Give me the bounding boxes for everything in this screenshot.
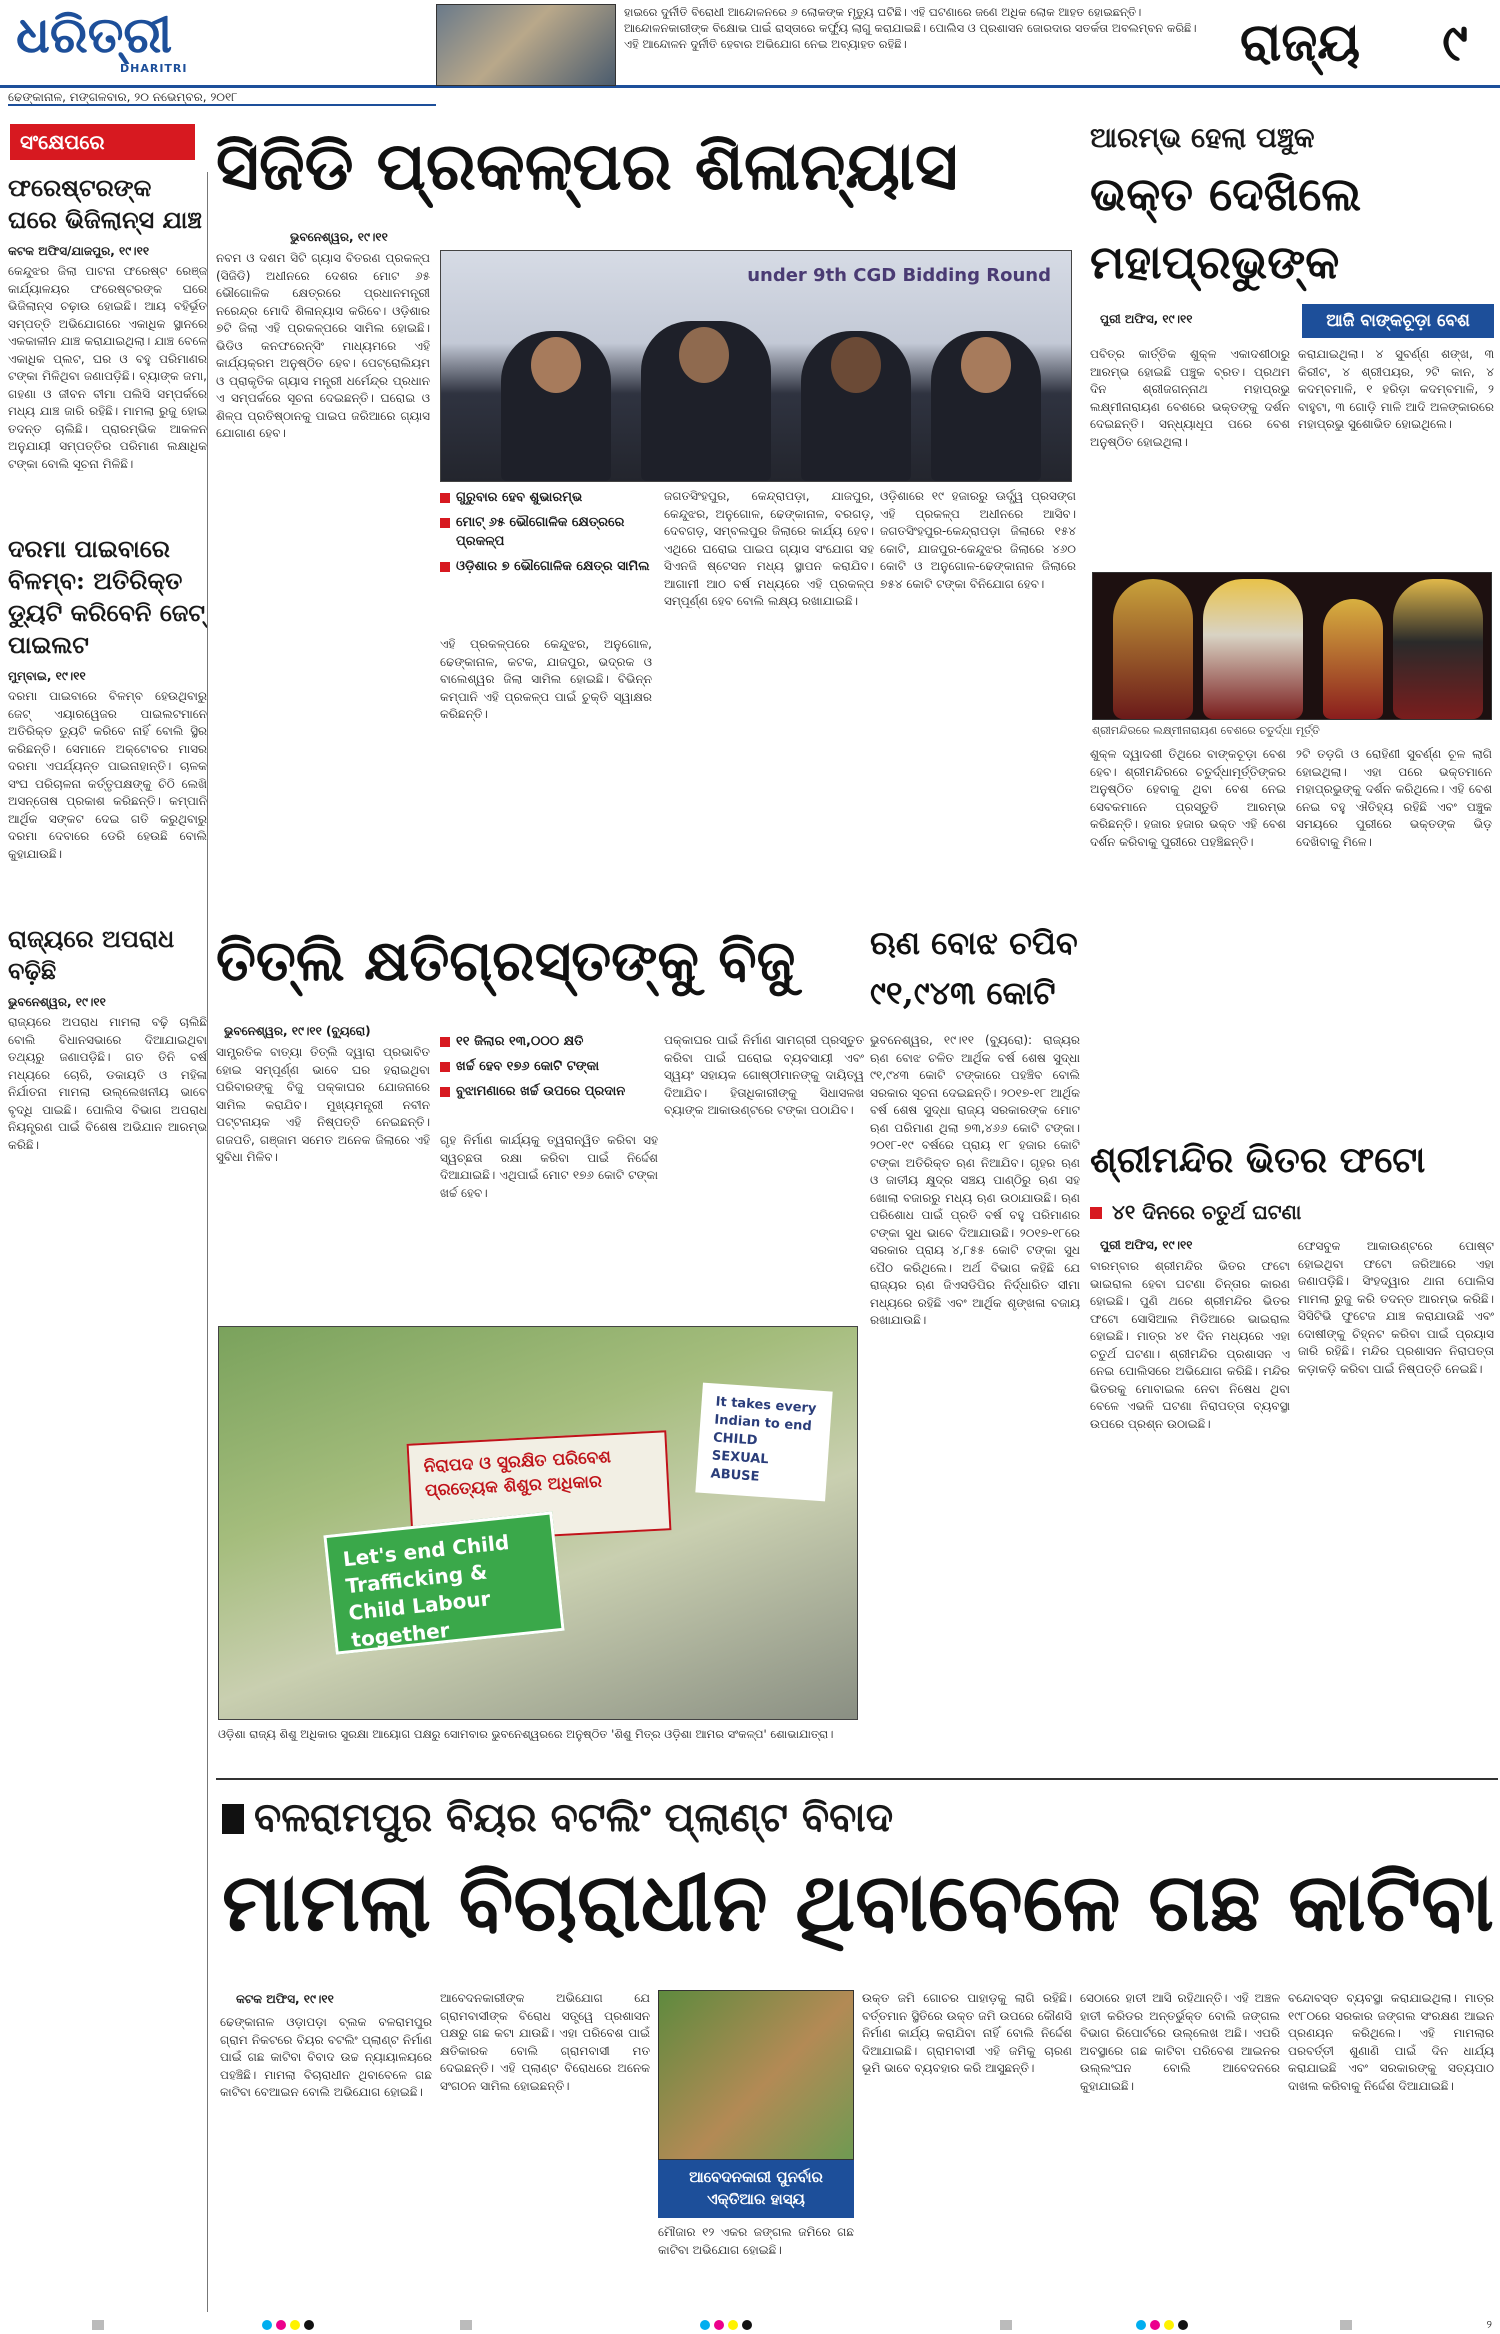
loan-headline[interactable]: ଋଣ ବୋଝ ଚପିବ ୯୧,୯୪୩ କୋଟି xyxy=(870,924,1078,1012)
balarampur-body-col-4: ଉକ୍ତ ଜମି ଗୋଚର ପାହାଡ଼କୁ ଲାଗି ରହିଛି। ବର୍ତ୍ତମାନ ସ୍ଥିତିରେ ଉକ୍ତ ଜମି ଉପରେ କୌଣସି ନିର୍ମାଣ କାର୍ଯ୍ୟ କରାଯିବା ନାହିଁ ବୋଲି ନିର୍ଦ୍ଦେଶ ଦିଆଯାଇଛି। ଗ୍ରାମବାସୀ ଏହି ଜମିକୁ ଚାରଣ ଭୂମି ଭାବେ ବ୍ୟବହାର କରି ଆସୁଛନ୍ତି। xyxy=(862,1991,1072,2075)
balarampur-dateline: କଟକ ଅଫିସ, ୧୯।୧୧ xyxy=(236,1992,334,2006)
lakshmi-body-col-1: ପବିତ୍ର କାର୍ତ୍ତିକ ଶୁକ୍ଳ ଏକାଦଶୀଠାରୁ ଆରମ୍ଭ ହୋଇଛି ପଞ୍ଚୁକ ବ୍ରତ। ପ୍ରଥମ ଦିନ ଶ୍ରୀଜଗନ୍ନାଥ ମହାପ୍ରଭୁ ଲକ୍ଷ୍ମୀନାରାୟଣ ବେଶରେ ଭକ୍ତଙ୍କୁ ଦର୍ଶନ ଦେଇଛନ୍ତି। ସନ୍ଧ୍ୟାଧୂପ ପରେ ବେଶ ଅନୁଷ୍ଠିତ ହୋଇଥିଲା। xyxy=(1090,347,1290,449)
brief-dateline: ଭୁବନେଶ୍ୱର, ୧୯।୧୧ xyxy=(8,995,106,1009)
yellow-dot xyxy=(1164,2320,1174,2330)
titli-dateline: ଭୁବନେଶ୍ୱର, ୧୯।୧୧ (ବ୍ୟୁରୋ) xyxy=(224,1024,371,1038)
modi-body-col-2: ଏହି ପ୍ରକଳ୍ପରେ କେନ୍ଦୁଝର, ଅନୁଗୋଳ, ଢେଙ୍କାନାଳ, କଟକ, ଯାଜପୁର, ଭଦ୍ରକ ଓ ବାଲେଶ୍ୱର ଜିଲା ସାମିଲ ହୋଇଛି। ବିଭିନ୍ନ କମ୍ପାନି ଏହି ପ୍ରକଳ୍ପ ପାଇଁ ଚୁକ୍ତି ସ୍ୱାକ୍ଷର କରିଛନ୍ତି। xyxy=(440,637,652,721)
brief-dateline: କଟକ ଅଫିସ/ଯାଜପୁର, ୧୯।୧୧ xyxy=(8,244,150,258)
highlight-item: ବୁଝାମଣାରେ ଖର୍ଚ୍ଚ ଉପରେ ପ୍ରଦାନ xyxy=(440,1082,658,1101)
highlight-item: ଓଡ଼ିଶାର ୭ ଭୌଗୋଳିକ କ୍ଷେତ୍ର ସାମିଲ xyxy=(440,557,652,576)
yellow-dot xyxy=(728,2320,738,2330)
brief-article[interactable] xyxy=(8,172,207,473)
loan-body: ଭୁବନେଶ୍ୱର, ୧୯।୧୧ (ବ୍ୟୁରୋ): ରାଜ୍ୟର ଋଣ ବୋଝ ଚଳିତ ଆର୍ଥିକ ବର୍ଷ ଶେଷ ସୁଦ୍ଧା ୯୧,୯୪୩ କୋଟି ଟଙ୍କାରେ ପହଞ୍ଚିବ ବୋଲି ସରକାର ସୂଚନା ଦେଇଛନ୍ତି। ୨୦୧୭-୧୮ ଆର୍ଥିକ ବର୍ଷ ଶେଷ ସୁଦ୍ଧା ରାଜ୍ୟ ସରକାରଙ୍କ ମୋଟ ଋଣ ପରିମାଣ ଥିଲା ୭୩,୪୬୬ କୋଟି ଟଙ୍କା। ୨୦୧୮-୧୯ ବର୍ଷରେ ପ୍ରାୟ ୧୮ ହଜାର କୋଟି ଟଙ୍କା ଅତିରିକ୍ତ ଋଣ ନିଆଯିବ। ଗୃହର ଋଣ ଓ ଜାତୀୟ କ୍ଷୁଦ୍ର ସଞ୍ଚୟ ପାଣ୍ଠିରୁ ଋଣ ସହ ଖୋଲା ବଜାରରୁ ମଧ୍ୟ ଋଣ ଉଠାଯାଉଛି। ଋଣ ପରିଶୋଧ ପାଇଁ ପ୍ରତି ବର୍ଷ ବହୁ ପରିମାଣର ଟଙ୍କା ସୁଧ ଭାବେ ଦିଆଯାଉଛି। ୨୦୧୭-୧୮ରେ ସରକାର ପ୍ରାୟ ୪,୮୫୫ କୋଟି ଟଙ୍କା ସୁଧ ପୈଠ କରିଥିଲେ। ଅର୍ଥ ବିଭାଗ କହିଛି ଯେ ରାଜ୍ୟର ଋଣ ଜିଏସଡିପିର ନିର୍ଦ୍ଧାରିତ ସୀମା ମଧ୍ୟରେ ରହିଛି ଏବଂ ଆର୍ଥିକ ଶୃଙ୍ଖଳା ବଜାୟ ରଖାଯାଉଛି। xyxy=(870,1033,1080,1327)
cyan-dot xyxy=(1136,2320,1146,2330)
rally-photo xyxy=(218,1326,858,1720)
briefs-tag: ସଂକ୍ଷେପରେ xyxy=(10,124,195,160)
cyan-dot xyxy=(262,2320,272,2330)
person-figure xyxy=(801,331,911,481)
balarampur-body-col-3: ମୌଜାର ୧୨ ଏକର ଜଙ୍ଗଲ ଜମିରେ ଗଛ କାଟିବା ଅଭିଯୋଗ ହୋଇଛି। xyxy=(658,2225,854,2257)
printer-marks xyxy=(0,2318,1500,2334)
modi-press-photo xyxy=(440,250,1072,482)
titli-body-col-2: ଗୃହ ନିର୍ମାଣ କାର୍ଯ୍ୟକୁ ତ୍ୱରାନ୍ୱିତ କରିବା ସହ ସ୍ୱଚ୍ଛତା ରକ୍ଷା କରିବା ପାଇଁ ନିର୍ଦ୍ଦେଶ ଦିଆଯାଇଛି। ଏଥିପାଇଁ ମୋଟ ୧୭୬ କୋଟି ଟଙ୍କା ଖର୍ଚ୍ଚ ହେବ। xyxy=(440,1133,658,1200)
lakshmi-dateline: ପୁରୀ ଅଫିସ, ୧୯।୧୧ xyxy=(1100,312,1193,326)
newspaper-logo-latin: DHARITRI xyxy=(120,62,188,75)
lakshmi-body-col-4: ୨ଟି ତଡ଼ଗି ଓ ରୋହିଣୀ ସୁବର୍ଣ୍ଣ ଚୂଳ ଲାଗି ହୋଇଥିଲା। ଏହା ପରେ ଭକ୍ତମାନେ ମହାପ୍ରଭୁଙ୍କୁ ଦର୍ଶନ କରିଥିଲେ। ଏହି ବେଶ ନେଇ ବହୁ ଐତିହ୍ୟ ରହିଛି ଏବଂ ପଞ୍ଚୁକ ସମୟରେ ପୁରୀରେ ଭକ୍ତଙ୍କ ଭିଡ଼ ଦେଖିବାକୁ ମିଳେ। xyxy=(1296,747,1492,849)
lakshmi-headline[interactable]: ଭକ୍ତ ଦେଖିଲେ ମହାପ୍ରଭୁଙ୍କ xyxy=(1090,167,1362,289)
person-figure xyxy=(641,321,771,481)
lakshmi-body-col-2: କରାଯାଇଥିଲା। ୪ ସୁବର୍ଣ୍ଣ ଶଙ୍ଖ, ୩ କିରୀଟ, ୪ ଶ୍ରୀପୟର, ୨ଟି କାନ, ୪ କଦମ୍ବମାଳି, ୧ ହରିଡ଼ା କଦମ୍ବମାଳି, ୨ ବାହୁଟା, ୩ ଗୋଡ଼ି ମାଳି ଆଦି ଅଳଙ୍କାରରେ ମହାପ୍ରଭୁ ସୁଶୋଭିତ ହୋଇଥିଲେ। xyxy=(1298,347,1494,431)
newspaper-logo[interactable]: ଧରିତ୍ରୀ xyxy=(16,6,173,64)
rally-sign: It takes every Indian to end CHILD SEXUAL ABUSE xyxy=(695,1383,832,1502)
cyan-dot xyxy=(700,2320,710,2330)
brief-headline: ଦରମା ପାଇବାରେ ବିଳମ୍ବ: ଅତିରିକ୍ତ ଡ୍ୟୁଟି କରିବେନି ଜେଟ୍ ପାଇଲଟ xyxy=(8,534,206,659)
deity-figure xyxy=(1323,599,1383,719)
deity-figure xyxy=(1203,579,1303,719)
balarampur-body-col-2: ଆବେଦନକାରୀଙ୍କ ଅଭିଯୋଗ ଯେ ଗ୍ରାମବାସୀଙ୍କ ବିରୋଧ ସତ୍ତ୍ୱେ ପ୍ରଶାସନ ପକ୍ଷରୁ ଗଛ କଟା ଯାଉଛି। ଏହା ପରିବେଶ ପାଇଁ କ୍ଷତିକାରକ ବୋଲି ଗ୍ରାମବାସୀ ମତ ଦେଇଛନ୍ତି। ଏହି ପ୍ଲାଣ୍ଟ ବିରୋଧରେ ଅନେକ ସଂଗଠନ ସାମିଲ ହୋଇଛନ୍ତି। xyxy=(440,1991,650,2093)
briefs-column xyxy=(8,172,208,2312)
page-number: ୯ xyxy=(1442,12,1468,73)
modi-body-col-1: ନବମ ଓ ଦଶମ ସିଟି ଗ୍ୟାସ ବିତରଣ ପ୍ରକଳ୍ପ (ସିଜିଡି) ଅଧୀନରେ ଦେଶର ମୋଟ ୬୫ ଭୌଗୋଳିକ କ୍ଷେତ୍ରରେ ପ୍ରଧାନମନ୍ତ୍ରୀ ନରେନ୍ଦ୍ର ମୋଦି ଶିଳାନ୍ୟାସ କରିବେ। ଓଡ଼ିଶାର ୭ଟି ଜିଲା ଏହି ପ୍ରକଳ୍ପରେ ସାମିଲ ହୋଇଛି। ଭିଡିଓ କନଫରେନ୍ସିଂ ମାଧ୍ୟମରେ ଏହି କାର୍ଯ୍ୟକ୍ରମ ଅନୁଷ୍ଠିତ ହେବ। ପେଟ୍ରୋଲିୟମ ଓ ପ୍ରାକୃତିକ ଗ୍ୟାସ ମନ୍ତ୍ରୀ ଧର୍ମେନ୍ଦ୍ର ପ୍ରଧାନ ଏ ସମ୍ପର୍କରେ ସୂଚନା ଦେଇଛନ୍ତି। ଘରୋଇ ଓ ଶିଳ୍ପ ପ୍ରତିଷ୍ଠାନକୁ ପାଇପ ଜରିଆରେ ଗ୍ୟାସ ଯୋଗାଣ ହେବ। xyxy=(216,251,430,440)
black-dot xyxy=(304,2320,314,2330)
registration-mark xyxy=(1000,2320,1012,2330)
tree-cutting-photo-caption: ଆବେଦନକାରୀ ପୁନର୍ବାର ଏକ୍ତିଆର ହାସ୍ୟ xyxy=(658,2160,854,2218)
rally-photo-caption: ଓଡ଼ିଶା ରାଜ୍ୟ ଶିଶୁ ଅଧିକାର ସୁରକ୍ଷା ଆୟୋଗ ପକ୍ଷରୁ ସୋମବାର ଭୁବନେଶ୍ୱରରେ ଅନୁଷ୍ଠିତ 'ଶିଶୁ ମିତ୍ର ଓଡ଼ିଶା ଆମର ସଂକଳ୍ପ' ଶୋଭାଯାତ୍ରା। xyxy=(218,1727,834,1741)
highlight-item: ୧୧ ଜିଲାର ୧୩,୦୦୦ କ୍ଷତି xyxy=(440,1032,658,1051)
photo-viral-dateline: ପୁରୀ ଅଫିସ, ୧୯।୧୧ xyxy=(1100,1238,1193,1252)
black-dot xyxy=(742,2320,752,2330)
magenta-dot xyxy=(276,2320,286,2330)
folio-number: ୨ xyxy=(1486,2318,1492,2331)
person-figure xyxy=(931,331,1041,481)
black-dot xyxy=(1178,2320,1188,2330)
section-title: ରାଜ୍ୟ xyxy=(1240,12,1361,73)
brief-body: ରାଜ୍ୟରେ ଅପରାଧ ମାମଲା ବଢ଼ି ଚାଲିଛି ବୋଲି ବିଧାନସଭାରେ ଦିଆଯାଇଥିବା ତଥ୍ୟରୁ ଜଣାପଡ଼ିଛି। ଗତ ତିନି ବର୍ଷ ମଧ୍ୟରେ ଚୋରି, ଡକାୟତି ଓ ମହିଳା ନିର୍ଯାତନା ମାମଲା ଉଲ୍ଲେଖନୀୟ ଭାବେ ବୃଦ୍ଧି ପାଇଛି। ପୋଲିସ ବିଭାଗ ଅପରାଧ ନିୟନ୍ତ୍ରଣ ପାଇଁ ବିଶେଷ ଅଭିଯାନ ଆରମ୍ଭ କରିଛି। xyxy=(8,1015,207,1152)
modi-headline[interactable]: ସିଜିଡି ପ୍ରକଳ୍ପର ଶିଳାନ୍ୟାସ xyxy=(216,127,958,205)
brief-article[interactable] xyxy=(8,923,207,1154)
modi-dateline: ଭୁବନେଶ୍ୱର, ୧୯।୧୧ xyxy=(290,230,388,244)
photo-viral-body-col-1: ବାରମ୍ବାର ଶ୍ରୀମନ୍ଦିର ଭିତର ଫଟୋ ଭାଇରାଲ ହେବା ଘଟଣା ଚିନ୍ତାର କାରଣ ହୋଇଛି। ପୁଣି ଥରେ ଶ୍ରୀମନ୍ଦିର ଭିତର ଫଟୋ ସୋସିଆଲ ମିଡିଆରେ ଭାଇରାଲ ହୋଇଛି। ମାତ୍ର ୪୧ ଦିନ ମଧ୍ୟରେ ଏହା ଚତୁର୍ଥ ଘଟଣା। ଶ୍ରୀମନ୍ଦିର ପ୍ରଶାସନ ଏ ନେଇ ପୋଲିସରେ ଅଭିଯୋଗ କରିଛି। ମନ୍ଦିର ଭିତରକୁ ମୋବାଇଲ ନେବା ନିଷେଧ ଥିବା ବେଳେ ଏଭଳି ଘଟଣା ନିରାପତ୍ତା ବ୍ୟବସ୍ଥା ଉପରେ ପ୍ରଶ୍ନ ଉଠାଇଛି। xyxy=(1090,1259,1290,1431)
brief-dateline: ମୁମ୍ବାଇ, ୧୯।୧୧ xyxy=(8,669,86,683)
deity-figure xyxy=(1393,579,1483,719)
balarampur-body-col-5: ସେଠାରେ ହାତୀ ଆସି ରହିଥାନ୍ତି। ଏହି ଅଞ୍ଚଳ ହାତୀ କରିଡର ଅନ୍ତର୍ଭୁକ୍ତ ବୋଲି ଜଙ୍ଗଲ ବିଭାଗ ରିପୋର୍ଟରେ ଉଲ୍ଲେଖ ଅଛି। ଏପରି ଅବସ୍ଥାରେ ଗଛ କାଟିବା ପରିବେଶ ଆଇନର ଉଲ୍ଲଂଘନ ବୋଲି ଆବେଦନରେ କୁହାଯାଇଛି। xyxy=(1080,1991,1280,2093)
rally-sign: Let's end Child Trafficking & Child Labour together xyxy=(323,1511,564,1654)
photo-viral-body-col-2: ଫେସବୁକ ଆକାଉଣ୍ଟରେ ପୋଷ୍ଟ ହୋଇଥିବା ଫଟୋ ଜରିଆରେ ଏହା ଜଣାପଡ଼ିଛି। ସିଂହଦ୍ୱାର ଥାନା ପୋଲିସ ମାମଲା ରୁଜୁ କରି ତଦନ୍ତ ଆରମ୍ଭ କରିଛି। ସିସିଟିଭି ଫୁଟେଜ ଯାଞ୍ଚ କରାଯାଉଛି ଏବଂ ଦୋଷୀଙ୍କୁ ଚିହ୍ନଟ କରିବା ପାଇଁ ପ୍ରୟାସ ଜାରି ରହିଛି। ମନ୍ଦିର ପ୍ରଶାସନ ନିରାପତ୍ତା କଡ଼ାକଡ଼ି କରିବା ପାଇଁ ନିଷ୍ପତ୍ତି ନେଇଛି। xyxy=(1298,1239,1494,1376)
titli-highlights xyxy=(440,1032,658,1128)
photo-viral-headline[interactable]: ଶ୍ରୀମନ୍ଦିର ଭିତର ଫଟୋ xyxy=(1090,1139,1426,1181)
yellow-dot xyxy=(290,2320,300,2330)
modi-highlights xyxy=(440,488,652,630)
highlight-item: ମୋଟ୍ ୬୫ ଭୌଗୋଳିକ କ୍ଷେତ୍ରରେ ପ୍ରକଳ୍ପ xyxy=(440,513,652,551)
balarampur-body-col-6: ବନ୍ଦୋବସ୍ତ ବ୍ୟବସ୍ଥା କରାଯାଇଥିଲା। ମାତ୍ର ୧୯୮୦ରେ ସରକାର ଜଙ୍ଗଲ ସଂରକ୍ଷଣ ଆଇନ ପ୍ରଣୟନ କରିଥିଲେ। ଏହି ମାମଲାର ପରବର୍ତ୍ତୀ ଶୁଣାଣି ପାଇଁ ଦିନ ଧାର୍ଯ୍ୟ କରାଯାଇଛି ଏବଂ ସରକାରଙ୍କୁ ସତ୍ୟପାଠ ଦାଖଲ କରିବାକୁ ନିର୍ଦ୍ଦେଶ ଦିଆଯାଇଛି। xyxy=(1288,1991,1494,2093)
titli-body-col-3: ପକ୍କାଘର ପାଇଁ ନିର୍ମାଣ ସାମଗ୍ରୀ ପ୍ରସ୍ତୁତ କରିବା ପାଇଁ ଘରୋଇ ବ୍ୟବସାୟୀ ଏବଂ ସ୍ୱୟଂ ସହାୟକ ଗୋଷ୍ଠୀମାନଙ୍କୁ ଦାୟିତ୍ୱ ଦିଆଯିବ। ହିତାଧିକାରୀଙ୍କୁ ସିଧାସଳଖ ବ୍ୟାଙ୍କ ଆକାଉଣ୍ଟରେ ଟଙ୍କା ପଠାଯିବ। xyxy=(664,1033,864,1117)
rally-sign: ନିରାପଦ ଓ ସୁରକ୍ଷିତ ପରିବେଶ ପ୍ରତ୍ୟେକ ଶିଶୁର ଅଧିକାର xyxy=(407,1430,672,1543)
modi-body-col-4: ଓଡ଼ିଶାରେ ୧୯ ହଜାରରୁ ଊର୍ଦ୍ଧ୍ୱ ପ୍ରସଙ୍ଗ ଏହି ପ୍ରକଳ୍ପ ଅଧୀନରେ ଆସିବ। ଜଗତସିଂହପୁର-କେନ୍ଦ୍ରାପଡ଼ା ଜିଲାରେ ୧୫୪ କୋଟି, ଯାଜପୁର-କେନ୍ଦୁଝର ଜିଲାରେ ୪୬୦ କୋଟି ଓ ଅନୁଗୋଳ-ଢେଙ୍କାନାଳ ଜିଲାରେ ୭୫୪ କୋଟି ଟଙ୍କା ବିନିଯୋଗ ହେବ। xyxy=(880,489,1076,591)
highlight-item: ଗୁରୁବାର ହେବ ଶୁଭାରମ୍ଭ xyxy=(440,488,652,507)
registration-mark xyxy=(92,2320,104,2330)
person-figure xyxy=(501,331,611,481)
deities-photo xyxy=(1092,572,1492,720)
masthead-teaser[interactable]: ହାଇରେ ଦୁର୍ନୀତି ବିରୋଧୀ ଆନ୍ଦୋଳନରେ ୬ ଲୋକଙ୍କ ମୃତ୍ୟୁ ଘଟିଛି। ଏହି ଘଟଣାରେ ଜଣେ ଅଧିକ ଲୋକ ଆହତ ହୋଇଛନ୍ତି। ଆନ୍ଦୋଳନକାରୀଙ୍କ ବିକ୍ଷୋଭ ପାଇଁ ରାସ୍ତାରେ କର୍ଫ୍ୟୁ ଲାଗୁ କରାଯାଇଛି। ପୋଲିସ ଓ ପ୍ରଶାସନ ଜୋରଦାର ସତର୍କତା ଅବଲମ୍ବନ କରିଛି। ଏହି ଆନ୍ଦୋଳନ ଦୁର୍ନୀତି ହେବାର ଅଭିଯୋଗ ନେଇ ଅବ୍ୟାହତ ରହିଛି। xyxy=(624,5,1197,51)
magenta-dot xyxy=(1150,2320,1160,2330)
brief-body: କେନ୍ଦୁଝର ଜିଲା ପାଟନା ଫରେଷ୍ଟ ରେଞ୍ଜ କାର୍ଯ୍ୟାଳୟର ଫରେଷ୍ଟରଙ୍କ ଘରେ ଭିଜିଲାନ୍ସ ଚଢ଼ାଉ ହୋଇଛି। ଆୟ ବହିର୍ଭୂତ ସମ୍ପତ୍ତି ଅଭିଯୋଗରେ ଏକାଧିକ ସ୍ଥାନରେ ଏକକାଳୀନ ଯାଞ୍ଚ କରାଯାଇଥିଲା। ଯାଞ୍ଚ ବେଳେ ଏକାଧିକ ପ୍ଲଟ, ଘର ଓ ବହୁ ପରିମାଣର ଟଙ୍କା ମିଳିଥିବା ଜଣାପଡ଼ିଛି। ବ୍ୟାଙ୍କ ଜମା, ଗହଣା ଓ ଜୀବନ ବୀମା ପଲିସି ସମ୍ପର୍କରେ ମଧ୍ୟ ଯାଞ୍ଚ ଜାରି ରହିଛି। ମାମଲା ରୁଜୁ ହୋଇ ତଦନ୍ତ ଚାଲିଛି। ପ୍ରାରମ୍ଭିକ ଆକଳନ ଅନୁଯାୟୀ ସମ୍ପତ୍ତିର ପରିମାଣ ଲକ୍ଷାଧିକ ଟଙ୍କା ବୋଲି ସୂଚନା ମିଳିଛି। xyxy=(8,264,207,471)
brief-headline: ରାଜ୍ୟରେ ଅପରାଧ ବଢ଼ିଛି xyxy=(8,924,175,985)
highlight-item: ଖର୍ଚ୍ଚ ହେବ ୧୭୬ କୋଟି ଟଙ୍କା xyxy=(440,1057,658,1076)
modi-body-col-3: ଜଗତସିଂହପୁର, କେନ୍ଦ୍ରାପଡ଼ା, ଯାଜପୁର, କେନ୍ଦୁଝର, ଅନୁଗୋଳ, ଢେଙ୍କାନାଳ, ବରଗଡ଼, ଦେବଗଡ଼, ସମ୍ବଲପୁର ଜିଲାରେ କାର୍ଯ୍ୟ ହେବ। ଏଥିରେ ଘରୋଇ ପାଇପ ଗ୍ୟାସ ସଂଯୋଗ ସହ ସିଏନଜି ଷ୍ଟେସନ ମଧ୍ୟ ସ୍ଥାପନ କରାଯିବ। ଆଗାମୀ ଆଠ ବର୍ଷ ମଧ୍ୟରେ ଏହି ପ୍ରକଳ୍ପ ସମ୍ପୂର୍ଣ୍ଣ ହେବ ବୋଲି ଲକ୍ଷ୍ୟ ରଖାଯାଇଛି। xyxy=(664,489,874,608)
deity-figure xyxy=(1113,579,1193,719)
photo-viral-subhead: ୪୧ ଦିନରେ ଚତୁର୍ଥ ଘଟଣା xyxy=(1090,1198,1494,1226)
balarampur-body-col-1: ଢେଙ୍କାନାଳ ଓଡ଼ାପଡ଼ା ବ୍ଲକ ବଳରାମପୁର ଗ୍ରାମ ନିକଟରେ ବିୟର ବଟଲିଂ ପ୍ଲାଣ୍ଟ ନିର୍ମାଣ ପାଇଁ ଗଛ କାଟିବା ବିବାଦ ଉଚ୍ଚ ନ୍ୟାୟାଳୟରେ ପହଞ୍ଚିଛି। ମାମଲା ବିଚାରାଧୀନ ଥିବାବେଳେ ଗଛ କାଟିବା ବେଆଇନ ବୋଲି ଅଭିଯୋଗ ହୋଇଛି। xyxy=(220,2015,432,2099)
titli-body-col-1: ସାମ୍ପ୍ରତିକ ବାତ୍ୟା ତିତ୍‌ଲି ଦ୍ୱାରା ପ୍ରଭାବିତ ହୋଇ ସମ୍ପୂର୍ଣ୍ଣ ଭାବେ ଘର ହରାଇଥିବା ପରିବାରଙ୍କୁ ବିଜୁ ପକ୍କାଘର ଯୋଜନାରେ ସାମିଲ କରାଯିବ। ମୁଖ୍ୟମନ୍ତ୍ରୀ ନବୀନ ପଟ୍ଟନାୟକ ଏହି ନିଷ୍ପତ୍ତି ନେଇଛନ୍ତି। ଗଜପତି, ଗଞ୍ଜାମ ସମେତ ଅନେକ ଜିଲାରେ ଏହି ସୁବିଧା ମିଳିବ। xyxy=(216,1045,430,1164)
masthead-photo xyxy=(436,4,616,86)
brief-body: ଦରମା ପାଇବାରେ ବିଳମ୍ବ ହେଉଥିବାରୁ ଜେଟ୍ ଏୟାରୱେଜର ପାଇଲଟମାନେ ଅତିରିକ୍ତ ଡ୍ୟୁଟି କରିବେ ନାହିଁ ବୋଲି ସ୍ଥିର କରିଛନ୍ତି। ସେମାନେ ଅକ୍ଟୋବର ମାସର ଦରମା ଏପର୍ଯ୍ୟନ୍ତ ପାଇନାହାନ୍ତି। ଚାଳକ ସଂଘ ପରିଚାଳନା କର୍ତ୍ତୃପକ୍ଷଙ୍କୁ ଚିଠି ଲେଖି ଅସନ୍ତୋଷ ପ୍ରକାଶ କରିଛନ୍ତି। କମ୍ପାନି ଆର୍ଥିକ ସଙ୍କଟ ଦେଇ ଗତି କରୁଥିବାରୁ ଦରମା ଦେବାରେ ଡେରି ହେଉଛି ବୋଲି କୁହାଯାଉଛି। xyxy=(8,689,207,861)
photo-banner-text: under 9th CGD Bidding Round xyxy=(747,265,1051,286)
balarampur-headline[interactable]: ମାମଲା ବିଚାରାଧୀନ ଥିବାବେଳେ ଗଛ କାଟିବା xyxy=(222,1855,1494,1949)
tree-cutting-photo xyxy=(658,1990,854,2160)
lakshmi-badge: ଆଜି ବାଙ୍କଚୂଡ଼ା ବେଶ xyxy=(1302,304,1494,338)
registration-mark xyxy=(460,2320,472,2330)
titli-headline[interactable]: ତିତ୍‌ଲି କ୍ଷତିଗ୍ରସ୍ତଙ୍କୁ ବିଜୁ xyxy=(216,928,796,994)
brief-headline: ଫରେଷ୍ଟରଙ୍କ ଘରେ ଭିଜିଲାନ୍ସ ଯାଞ୍ଚ xyxy=(8,173,202,234)
edition-dateline: ଢେଙ୍କାନାଳ, ମଙ୍ଗଳବାର, ୨୦ ନଭେମ୍ବର, ୨୦୧୮ xyxy=(8,88,436,106)
magenta-dot xyxy=(714,2320,724,2330)
registration-mark xyxy=(1340,2320,1352,2330)
brief-article[interactable] xyxy=(8,533,207,863)
section-divider xyxy=(216,1778,1498,1780)
balarampur-kicker: ବଳରାମପୁର ବିୟର ବଟଲିଂ ପ୍ଲାଣ୍ଟ ବିବାଦ xyxy=(222,1790,1222,1846)
lakshmi-kicker: ଆରମ୍ଭ ହେଲା ପଞ୍ଚୁକ xyxy=(1090,121,1315,154)
lakshmi-body-col-3: ଶୁକ୍ଳ ଦ୍ୱାଦଶୀ ତିଥିରେ ବାଙ୍କଚୂଡ଼ା ବେଶ ହେବ। ଶ୍ରୀମନ୍ଦିରରେ ଚତୁର୍ଦ୍ଧାମୂର୍ତ୍ତିଙ୍କର ଅନୁଷ୍ଠିତ ହେବାକୁ ଥିବା ବେଶ ନେଇ ସେବକମାନେ ପ୍ରସ୍ତୁତି ଆରମ୍ଭ କରିଛନ୍ତି। ହଜାର ହଜାର ଭକ୍ତ ଏହି ବେଶ ଦର୍ଶନ କରିବାକୁ ପୁରୀରେ ପହଞ୍ଚିଛନ୍ତି। xyxy=(1090,747,1286,849)
deities-photo-caption: ଶ୍ରୀମନ୍ଦିରରେ ଲକ୍ଷ୍ମୀନାରାୟଣ ବେଶରେ ଚତୁର୍ଦ୍ଧା ମୂର୍ତ୍ତି xyxy=(1092,724,1320,737)
